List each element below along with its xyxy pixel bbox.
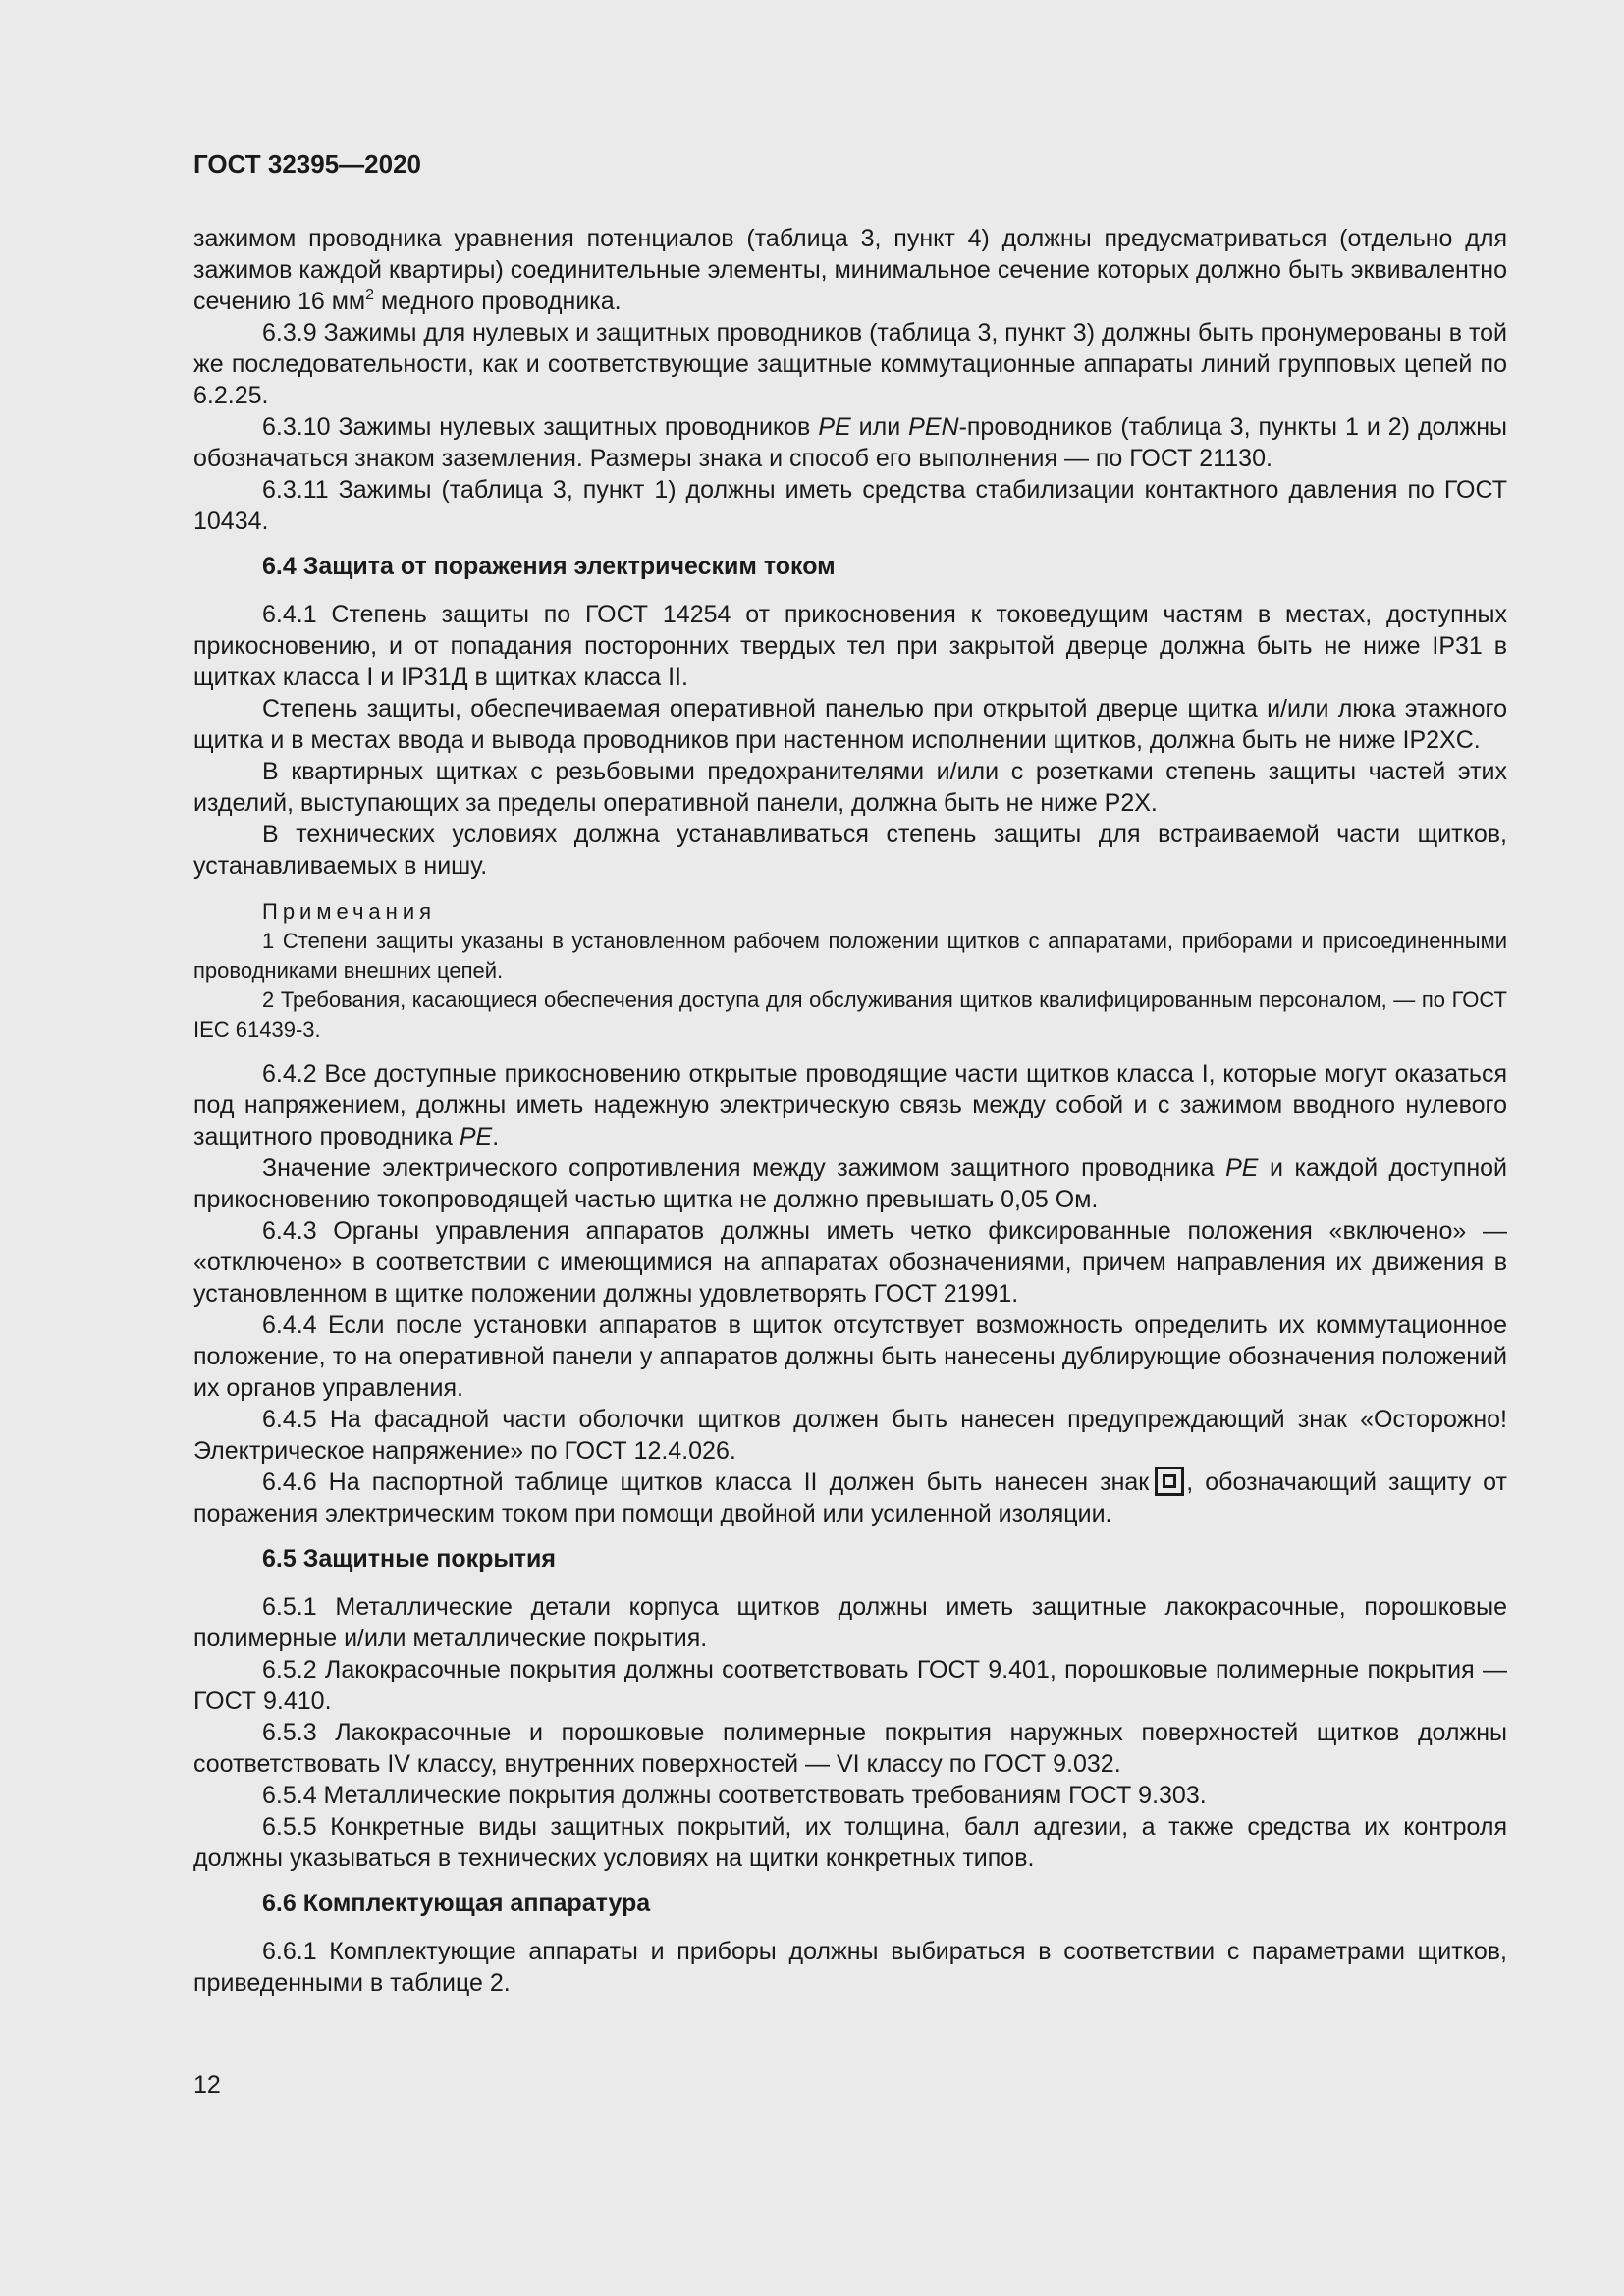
page-number: 12 (193, 2071, 221, 2099)
text-run: 6.3.10 Зажимы нулевых защитных проводников (262, 413, 819, 441)
text-run: -проводников (таблица 3, пункты 1 и 2) должны обозначаться знаком заземления. Размеры знака и способ его выполнения — по ГОСТ 21130. (193, 413, 1507, 472)
text-run: 6.4.6 На паспортной таблице щитков класса II должен быть нанесен знак (262, 1468, 1150, 1496)
text-run: 6.4.2 Все доступные прикосновению открытые проводящие части щитков класса I, которые могут оказаться под напряжением, должны иметь надежную электрическую связь между собой и с зажимом вводного нулевого защитного проводника (193, 1060, 1507, 1150)
notes-block (193, 897, 1507, 1044)
paragraph: В квартирных щитках с резьбовыми предохранителями и/или с розетками степень защиты частей этих изделий, выступающих за пределы оперативной панели, должна быть не ниже P2X. (193, 758, 1507, 817)
double-insulation-icon (1155, 1467, 1184, 1496)
paragraph (193, 1152, 1507, 1215)
text-run: медного проводника. (374, 288, 622, 315)
superscript: 2 (365, 287, 375, 303)
paragraph-6-5-2: 6.5.2 Лакокрасочные покрытия должны соответствовать ГОСТ 9.401, порошковые полимерные покрытия — ГОСТ 9.410. (193, 1656, 1507, 1715)
paragraph-6-4-1: 6.4.1 Степень защиты по ГОСТ 14254 от прикосновения к токоведущим частям в местах, доступных прикосновению, и от попадания посторонних твердых тел при закрытой дверце должна быть не ниже IP31 в щитках класса I и IP31Д в щитках класса II. (193, 601, 1507, 691)
section-heading-6-5: 6.5 Защитные покрытия (262, 1545, 556, 1573)
paragraph: Степень защиты, обеспечиваемая оперативной панелью при открытой дверце щитка и/или люка этажного щитка и в местах ввода и вывода проводников при настенном исполнении щитков, должна быть не ниже IP2XC. (193, 695, 1507, 754)
paragraph-6-4-2 (193, 1058, 1507, 1152)
italic-term: PE (459, 1123, 493, 1150)
paragraph-6-4-4: 6.4.4 Если после установки аппаратов в щиток отсутствует возможность определить их коммутационное положение, то на оперативной панели у аппаратов должны быть нанесены дублирующие обозначения положений их органов управления. (193, 1311, 1507, 1402)
paragraph-6-5-3: 6.5.3 Лакокрасочные и порошковые полимерные покрытия наружных поверхностей щитков должны соответствовать IV классу, внутренних поверхностей — VI классу по ГОСТ 9.032. (193, 1719, 1507, 1778)
paragraph-6-6-1: 6.6.1 Комплектующие аппараты и приборы должны выбираться в соответствии с параметрами щитков, приведенными в таблице 2. (193, 1938, 1507, 1997)
text-run: зажимом проводника уравнения потенциалов (таблица 3, пункт 4) должны предусматриваться (отдельно для зажимов каждой квартиры) соединительные элементы, минимальное сечение которых должно быть эквивалентно сечению 16 мм (193, 225, 1507, 315)
paragraph-6-4-6 (193, 1467, 1507, 1529)
paragraph-6-3-11: 6.3.11 Зажимы (таблица 3, пункт 1) должны иметь средства стабилизации контактного давления по ГОСТ 10434. (193, 476, 1507, 535)
notes-title: Примечания (262, 899, 437, 924)
italic-term: PE (1225, 1154, 1259, 1182)
paragraph-6-5-5: 6.5.5 Конкретные виды защитных покрытий, их толщина, балл адгезии, а также средства их контроля должны указываться в технических условиях на щитки конкретных типов. (193, 1813, 1507, 1872)
paragraph-6-3-10 (193, 411, 1507, 474)
note-2: 2 Требования, касающиеся обеспечения доступа для обслуживания щитков квалифицированным персоналом, — по ГОСТ IEC 61439-3. (193, 988, 1507, 1041)
document-header: ГОСТ 32395—2020 (193, 149, 421, 179)
paragraph-6-5-4: 6.5.4 Металлические покрытия должны соответствовать требованиям ГОСТ 9.303. (262, 1782, 1207, 1809)
paragraph: В технических условиях должна устанавливаться степень защиты для встраиваемой части щитков, устанавливаемых в нишу. (193, 821, 1507, 880)
paragraph-6-4-5: 6.4.5 На фасадной части оболочки щитков должен быть нанесен предупреждающий знак «Осторожно! Электрическое напряжение» по ГОСТ 12.4.026. (193, 1406, 1507, 1465)
text-run: . (492, 1123, 500, 1150)
note-1: 1 Степени защиты указаны в установленном рабочем положении щитков с аппаратами, приборами и присоединенными проводниками внешних цепей. (193, 929, 1507, 983)
section-heading-6-6: 6.6 Комплектующая аппаратура (262, 1890, 651, 1917)
paragraph-continuation (193, 223, 1507, 317)
section-heading-6-4: 6.4 Защита от поражения электрическим током (262, 553, 836, 580)
text-run: Значение электрического сопротивления между зажимом защитного проводника (262, 1154, 1226, 1182)
text-run: или (850, 413, 909, 441)
italic-term: PE (818, 413, 851, 441)
document-page (193, 147, 1507, 1999)
text-run: и каждой доступной прикосновению токопроводящей частью щитка не должно превышать 0,05 Ом. (193, 1154, 1507, 1213)
italic-term: PEN (908, 413, 959, 441)
paragraph-6-3-9: 6.3.9 Зажимы для нулевых и защитных проводников (таблица 3, пункт 3) должны быть пронумерованы в той же последовательности, как и соответствующие защитные коммутационные аппараты линий групповых цепей по 6.2.25. (193, 319, 1507, 409)
text-run: , обозначающий защиту от поражения электрическим током при помощи двойной или усиленной изоляции. (193, 1468, 1507, 1527)
paragraph-6-4-3: 6.4.3 Органы управления аппаратов должны иметь четко фиксированные положения «включено» — «отключено» в соответствии с имеющимися на аппаратах обозначениями, причем направления их движения в установленном в щитке положении должны удовлетворять ГОСТ 21991. (193, 1217, 1507, 1308)
paragraph-6-5-1: 6.5.1 Металлические детали корпуса щитков должны иметь защитные лакокрасочные, порошковые полимерные и/или металлические покрытия. (193, 1593, 1507, 1652)
